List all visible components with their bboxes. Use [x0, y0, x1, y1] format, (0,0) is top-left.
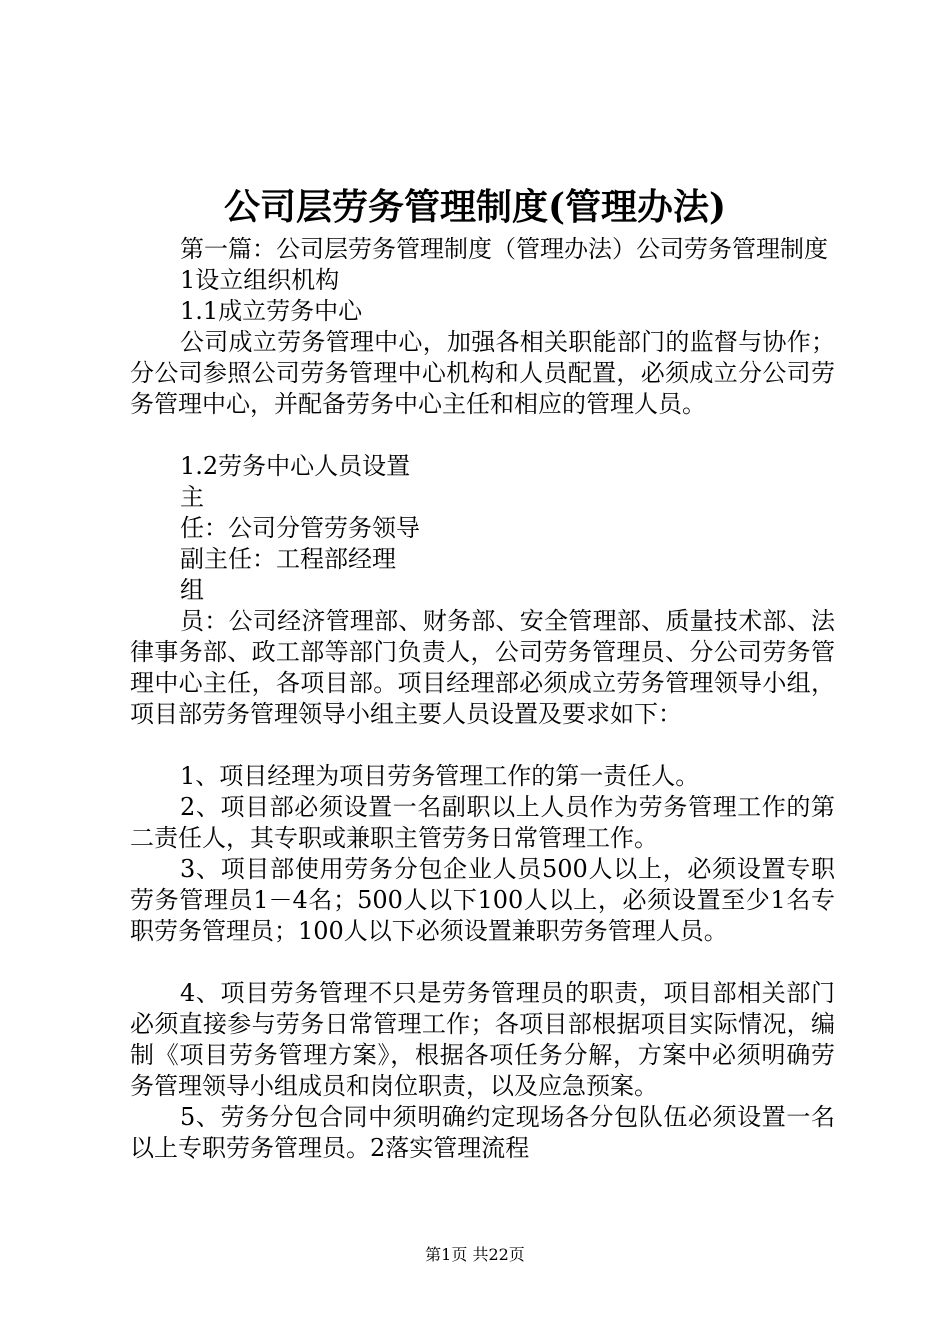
page-footer: 第1页 共22页	[425, 1245, 525, 1264]
body-paragraph: 主	[180, 483, 204, 511]
body-paragraph: 公司成立劳务管理中心，加强各相关职能部门的监督与协作；分公司参照公司劳务管理中心机构和人员配置，必须成立分公司劳务管理中心，并配备劳务中心主任和相应的管理人员。	[130, 328, 835, 418]
body-paragraph: 第一篇：公司层劳务管理制度（管理办法）公司劳务管理制度	[180, 235, 828, 263]
body-paragraph: 1设立组织机构	[180, 266, 340, 294]
document-body	[130, 234, 835, 1164]
body-paragraph: 5、劳务分包合同中须明确约定现场各分包队伍必须设置一名以上专职劳务管理员。2落实管理流程	[130, 1103, 835, 1162]
body-paragraph: 副主任：工程部经理	[180, 545, 396, 573]
body-paragraph: 任：公司分管劳务领导	[180, 514, 420, 542]
body-paragraph: 2、项目部必须设置一名副职以上人员作为劳务管理工作的第二责任人，其专职或兼职主管劳务日常管理工作。	[130, 793, 835, 852]
body-paragraph: 1.2劳务中心人员设置	[180, 452, 411, 480]
body-paragraph: 组	[180, 576, 204, 604]
document-title: 公司层劳务管理制度(管理办法)	[223, 186, 727, 228]
body-paragraph: 1.1成立劳务中心	[180, 297, 363, 325]
body-paragraph: 1、项目经理为项目劳务管理工作的第一责任人。	[180, 762, 700, 790]
body-paragraph: 员：公司经济管理部、财务部、安全管理部、质量技术部、法律事务部、政工部等部门负责人，公司劳务管理员、分公司劳务管理中心主任，各项目部。项目经理部必须成立劳务管理领导小组，项目部劳务管理领导小组主要人员设置及要求如下：	[130, 607, 835, 728]
body-paragraph: 4、项目劳务管理不只是劳务管理员的职责，项目部相关部门必须直接参与劳务日常管理工作；各项目部根据项目实际情况，编制《项目劳务管理方案》，根据各项任务分解，方案中必须明确劳务管理领导小组成员和岗位职责，以及应急预案。	[130, 979, 835, 1100]
body-paragraph: 3、项目部使用劳务分包企业人员500人以上，必须设置专职劳务管理员1－4名；500人以下100人以上，必须设置至少1名专职劳务管理员；100人以下必须设置兼职劳务管理人员。	[130, 855, 835, 945]
